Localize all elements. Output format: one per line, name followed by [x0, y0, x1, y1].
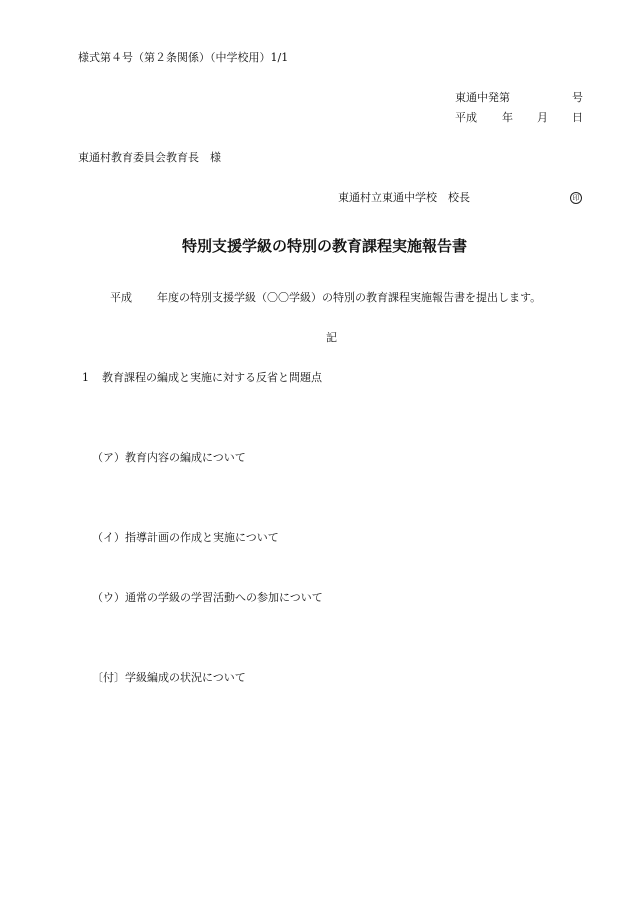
sender: 東通村立東通中学校 校長: [338, 191, 470, 204]
form-header: 様式第４号（第２条関係）（中学校用）1/1: [78, 51, 289, 64]
section1-text: 教育課程の編成と実施に対する反省と問題点: [102, 371, 322, 384]
doc-number-suffix: 号: [572, 91, 583, 104]
date-year: 年: [502, 111, 513, 124]
date-month: 月: [537, 111, 548, 124]
date-era: 平成: [455, 111, 477, 124]
ki-heading: 記: [326, 331, 337, 344]
section1-number: 1: [82, 371, 89, 384]
item-u: （ウ）通常の学級の学習活動への参加について: [92, 591, 323, 604]
intro-era: 平成: [110, 291, 132, 304]
item-appendix: 〔付〕学級編成の状況について: [92, 671, 246, 684]
seal-mark: 印: [570, 192, 582, 204]
intro-text: 年度の特別支援学級（〇〇学級）の特別の教育課程実施報告書を提出します。: [157, 291, 542, 304]
document-title: 特別支援学級の特別の教育課程実施報告書: [182, 237, 468, 255]
item-i: （イ）指導計画の作成と実施について: [92, 531, 279, 544]
item-a: （ア）教育内容の編成について: [92, 451, 246, 464]
addressee: 東通村教育委員会教育長 様: [78, 151, 221, 164]
date-day: 日: [572, 111, 583, 124]
doc-number-prefix: 東通中発第: [455, 91, 510, 104]
